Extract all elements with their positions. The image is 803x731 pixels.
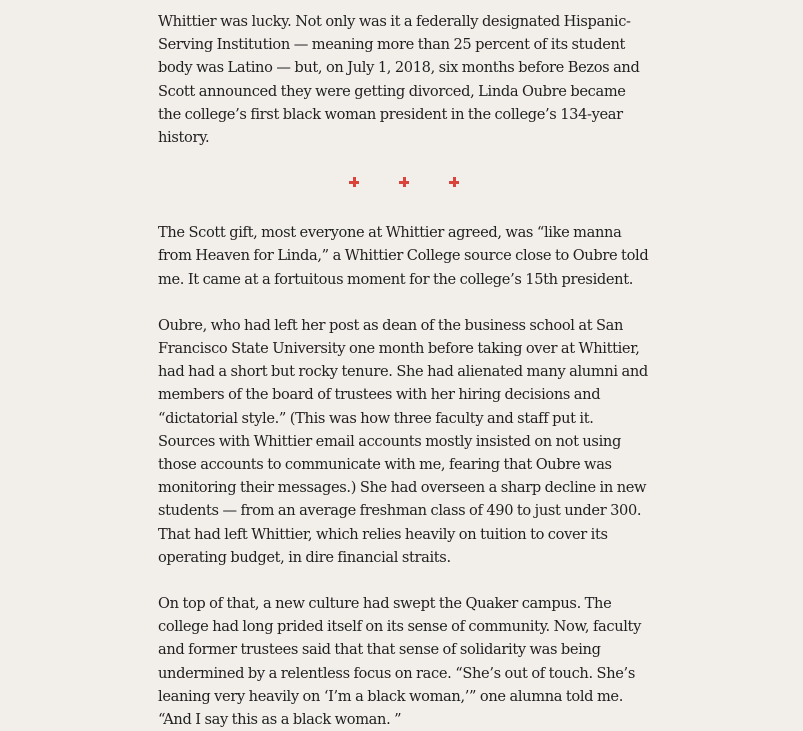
paragraph-whittier-lucky: Whittier was lucky. Not only was it a federally designated Hispanic-Serving Institution — meaning more than 25 percent of its student body was Latino — but, on July 1, 2018, six months before Bezos and Scott announced they were getting divorced, Linda Oubre became the college’s first black woman president in the college’s 134-year history.: [158, 13, 640, 147]
cross-icon: [449, 177, 459, 187]
paragraph-quaker-campus: On top of that, a new culture had swept the Quaker campus. The college had long prided itself on its sense of community. Now, faculty and former trustees said that that sense of solidarity was being undermined by a relentless focus on race. “She’s out of touch. She’s leaning very heavily on ‘I’m a black woman,’” one alumna told me. “And I say this as a black woman. ”: [158, 595, 641, 729]
cross-icon: [399, 177, 409, 187]
paragraph-scott-gift: The Scott gift, most everyone at Whittier agreed, was “like manna from Heaven for Linda,” a Whittier College source close to Oubre told me. It came at a fortuitous moment for the college’s 15th president.: [158, 224, 649, 288]
cross-icon: [349, 177, 359, 187]
paragraph-spacer: [158, 291, 650, 314]
section-divider: [158, 165, 650, 199]
article-body: [158, 10, 650, 731]
paragraph-oubre-tenure: Oubre, who had left her post as dean of the business school at San Francisco State University one month before taking over at Whittier, had had a short but rocky tenure. She had alienated many alumni and members of the board of trustees with her hiring decisions and “dictatorial style.” (This was how three faculty and staff put it. Sources with Whittier email accounts mostly insisted on not using those accounts to communicate with me, fearing that Oubre was monitoring their messages.) She had overseen a sharp decline in new students — from an average freshman class of 490 to just under 300. That had left Whittier, which relies heavily on tuition to cover its operating budget, in dire financial straits.: [158, 316, 648, 566]
paragraph-spacer: [158, 569, 650, 592]
